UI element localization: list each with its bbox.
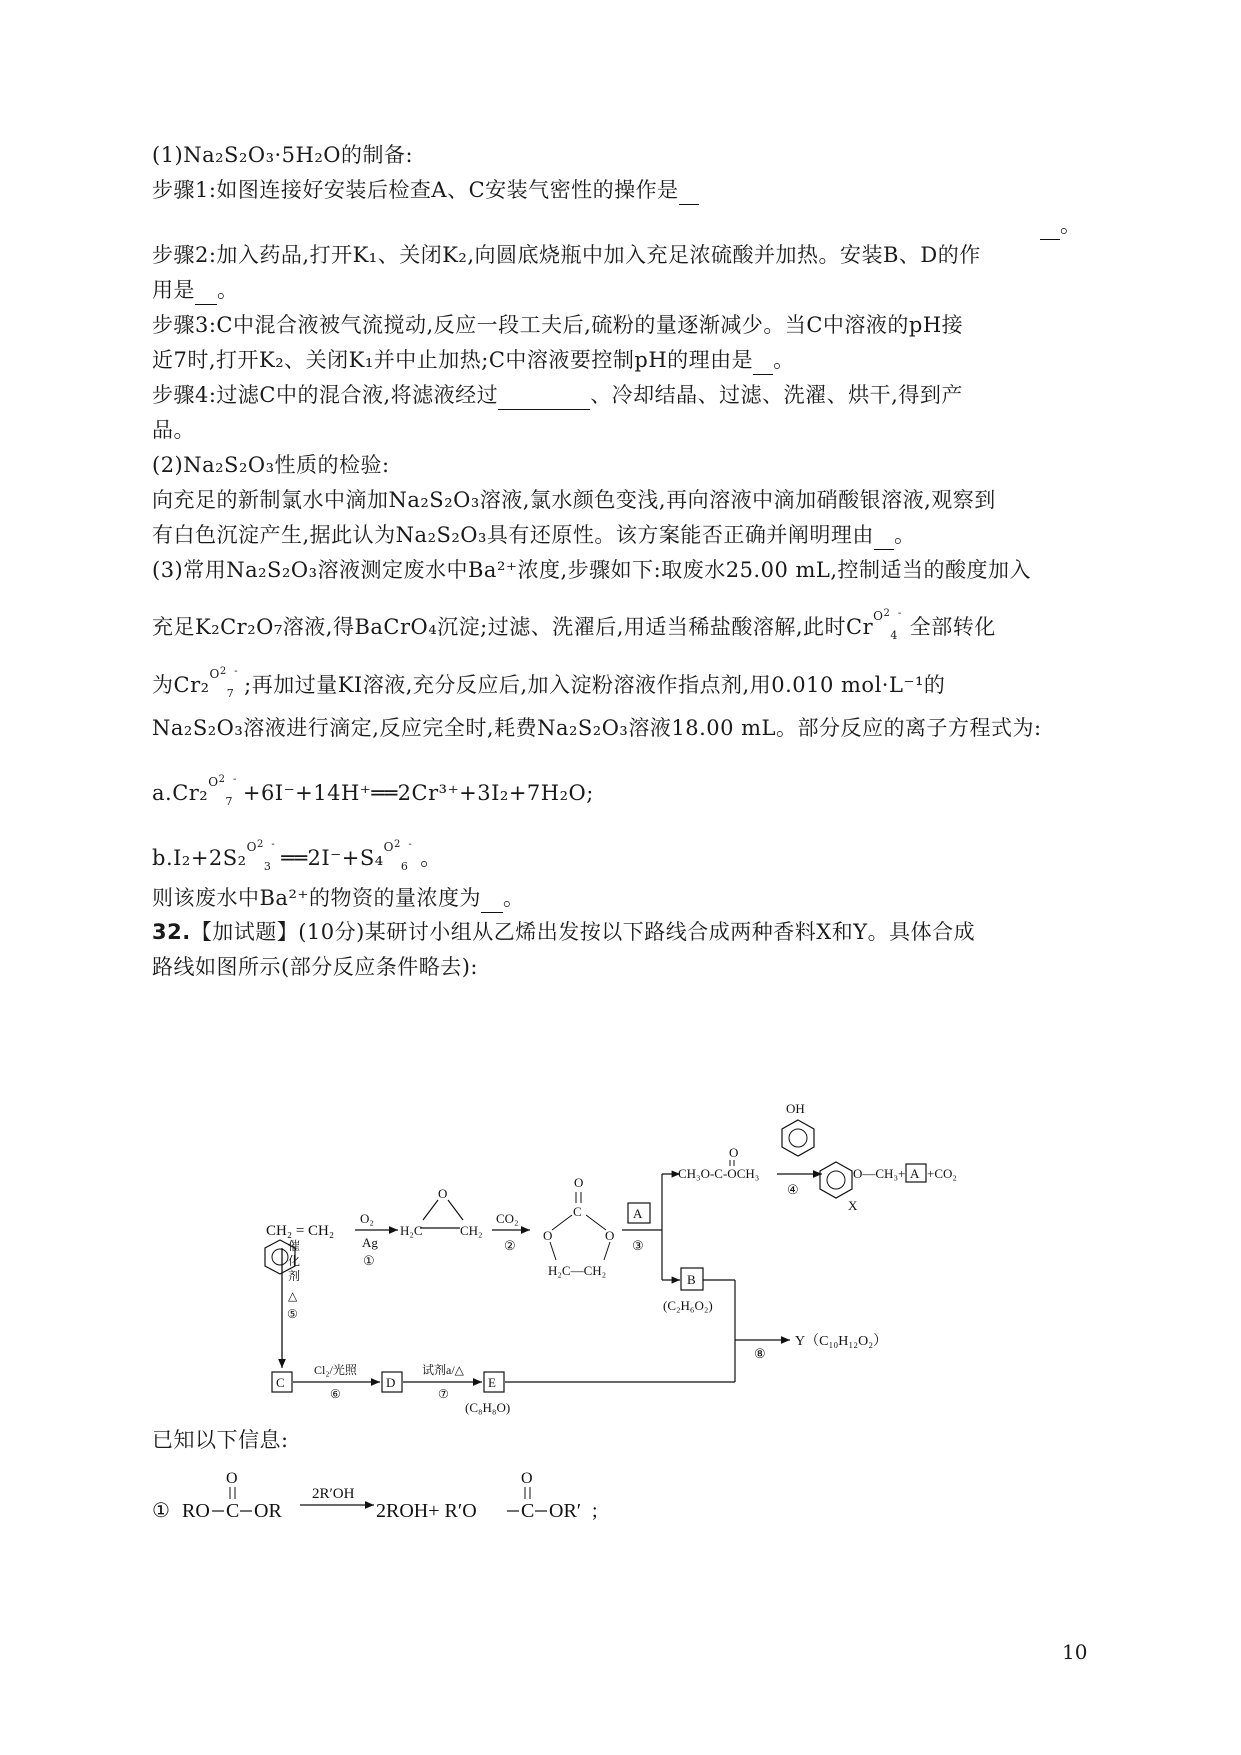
phenol-oh: OH [786, 1101, 805, 1116]
box-e-formula: (C₈H₈O) [465, 1400, 511, 1415]
tetrathionate-ion: $^{O2}_6$- [383, 839, 413, 874]
chromate-ion: $^{O2}_4$- [873, 608, 902, 643]
epoxide-c1: H₂C [400, 1223, 423, 1238]
equation-a: a.Cr₂$^{O2}_7$-+6I⁻+14H⁺══2Cr³⁺+3I₂+7H₂O; [152, 773, 594, 817]
info-reagent: 2R′OH [312, 1486, 355, 1502]
info-carbonyl-c: C [226, 1500, 240, 1522]
answer-blank[interactable] [874, 527, 894, 550]
co2-label: CO₂ [496, 1211, 519, 1226]
carbonate-top-o: O [574, 1175, 584, 1190]
step4-line-b: 品。 [152, 418, 195, 442]
part3-line-c: 为Cr₂$^{O2}_7$-;再加过量KI溶液,充分反应后,加入淀粉溶液作指点剂,用0.010 mol·L⁻¹的 [152, 665, 945, 709]
carbonate-bottom: H₂C—CH₂ [548, 1263, 607, 1278]
dichromate-ion: $^{O2}_7$- [209, 666, 239, 701]
concentration-question: 则该废水中Ba²⁺的物资的量浓度为 。 [152, 883, 524, 913]
catalyst-char: 剂 [288, 1269, 301, 1283]
answer-blank[interactable] [498, 387, 590, 410]
info-end: ; [592, 1500, 598, 1522]
catalyst-label [288, 1238, 300, 1283]
epoxide-c2: CH₂ [460, 1223, 483, 1238]
carbonate-c: C [573, 1204, 582, 1219]
step-4-label: ④ [787, 1182, 799, 1197]
page-number: 10 [1062, 1640, 1088, 1664]
catalyst-char: 化 [288, 1254, 301, 1268]
step-6-label: ⑥ [330, 1387, 341, 1401]
dimethyl-carbonate: CH₃O-C-OCH₃ [678, 1166, 760, 1181]
box-c-label: C [276, 1375, 285, 1390]
carbonate-o-right: O [605, 1228, 615, 1243]
o2-label: O₂ [360, 1211, 374, 1226]
answer-blank[interactable] [481, 890, 503, 913]
step-8-label: ⑧ [754, 1346, 766, 1361]
epoxide-bond [423, 1200, 438, 1220]
synthesis-route-diagram [260, 1100, 980, 1450]
step2-line-a: 步骤2:加入药品,打开K₁、关闭K₂,向圆底烧瓶中加入充足浓硫酸并加热。安装B、D的作 [152, 243, 981, 267]
box-b-label: B [687, 1272, 696, 1287]
cl2-light-label: Cl₂/光照 [314, 1363, 357, 1377]
product-x-substituent: O—CH₃+ [853, 1166, 906, 1181]
box-a-label: A [633, 1206, 643, 1221]
info-number: ① [152, 1500, 170, 1522]
info-or: OR [254, 1500, 282, 1522]
equation-b: b.I₂+2S₂$^{O2}_3$-══2I⁻+S₄$^{O2}_6$-。 [152, 838, 442, 882]
catalyst-heat: △ [288, 1289, 298, 1303]
part2-line-b: 有白色沉淀产生,据此认为Na₂S₂O₃具有还原性。该方案能否正确并阐明理由 。 [152, 520, 915, 550]
product-box-a-label: A [910, 1166, 920, 1181]
thiosulfate-ion: $^{O2}_3$- [246, 839, 276, 874]
part3-line-a: (3)常用Na₂S₂O₃溶液测定废水中Ba²⁺浓度,步骤如下:取废水25.00 mL,控制适当的酸度加入 [152, 558, 1032, 582]
step-5-label: ⑤ [287, 1307, 298, 1321]
catalyst-char: 催 [288, 1239, 301, 1253]
product-y: Y（C₁₀H₁₂O₂） [795, 1334, 888, 1349]
step-7-label: ⑦ [438, 1387, 449, 1401]
step1-line-end: 。 [1040, 210, 1082, 240]
info-carbonyl-o: O [226, 1470, 238, 1487]
product-co2: +CO₂ [927, 1166, 957, 1181]
part1-heading: (1)Na₂S₂O₃·5H₂O的制备: [152, 143, 414, 167]
step4-line-a: 步骤4:过滤C中的混合液,将滤液经过 、冷却结晶、过滤、洗濯、烘干,得到产 [152, 380, 963, 410]
carbonate-o-left: O [543, 1228, 553, 1243]
step3-line-a: 步骤3:C中混合液被气流搅动,反应一段工夫后,硫粉的量逐渐减少。当C中溶液的pH接 [152, 313, 964, 337]
part3-line-b: 充足K₂Cr₂O₇溶液,得BaCrO₄沉淀;过滤、洗濯后,用适当稀盐酸溶解,此时$Cr^{O2}_4^-$全部转化 [152, 607, 996, 651]
info-carbonyl-c-2: C [521, 1500, 535, 1522]
answer-blank[interactable] [1040, 217, 1060, 240]
box-b-formula: (C₂H₆O₂) [663, 1298, 713, 1313]
info-products: 2ROH+ R′O [376, 1500, 477, 1522]
ethylene-label: CH₂ = CH₂ [266, 1223, 335, 1239]
answer-blank[interactable] [679, 182, 699, 205]
step-3-label: ③ [632, 1238, 644, 1253]
box-e-label: E [488, 1375, 496, 1390]
info-or-prime: OR′ [549, 1500, 582, 1522]
answer-blank[interactable] [195, 282, 217, 305]
box-d-label: D [386, 1375, 396, 1390]
info-carbonyl-o-2: O [521, 1470, 533, 1487]
part3-line-d: Na₂S₂O₃溶液进行滴定,反应完全时,耗费Na₂S₂O₃溶液18.00 mL。部分反应的离子方程式为: [152, 716, 1042, 740]
known-info-heading: 已知以下信息: [152, 1428, 289, 1452]
question-32-heading-2: 路线如图所示(部分反应条件略去): [152, 955, 478, 979]
known-reaction-1 [152, 1465, 752, 1535]
answer-blank[interactable] [753, 352, 773, 375]
dmc-carbonyl-o: O [729, 1145, 739, 1160]
epoxide-bond [448, 1200, 463, 1220]
label-x: X [848, 1198, 858, 1213]
step2-line-b: 用是 。 [152, 275, 239, 305]
product-x-ring [820, 1162, 852, 1198]
reagent-a-label: 试剂a/△ [422, 1363, 464, 1377]
step-1-label: ① [363, 1253, 375, 1268]
part2-heading: (2)Na₂S₂O₃性质的检验: [152, 453, 390, 477]
dichromate-ion: $^{O2}_7$- [208, 774, 237, 809]
step-2-label: ② [504, 1238, 516, 1253]
phenol-ring [782, 1120, 814, 1156]
step3-line-b: 近7时,打开K₂、关闭K₁并中止加热;C中溶液要控制pH的理由是 。 [152, 345, 795, 375]
part2-line-a: 向充足的新制氯水中滴加Na₂S₂O₃溶液,氯水颜色变浅,再向溶液中滴加硝酸银溶液,观察到 [152, 488, 996, 512]
info-ro: RO [182, 1500, 210, 1522]
question-32-heading: 32.【加试题】(10分)某研讨小组从乙烯出发按以下路线合成两种香料X和Y。具体合成 [152, 920, 976, 944]
step1-line: 步骤1:如图连接好安装后检查A、C安装气密性的操作是 [152, 175, 699, 205]
epoxide-o: O [438, 1186, 448, 1201]
ag-label: Ag [362, 1235, 378, 1250]
